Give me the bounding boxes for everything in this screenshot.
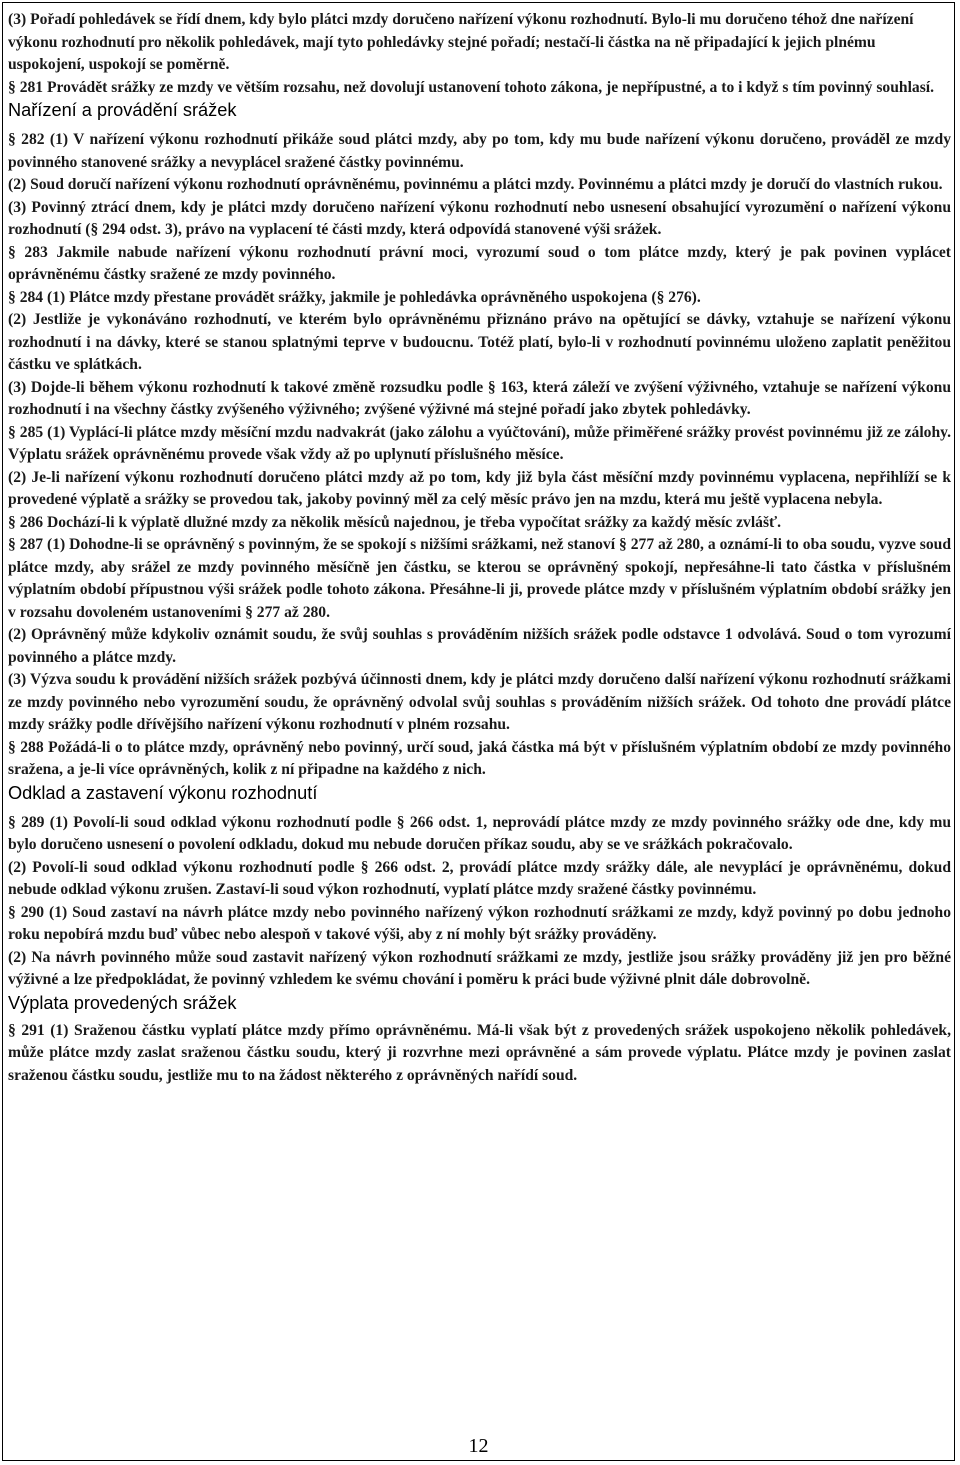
paragraph: § 286 Dochází-li k výplatě dlužné mzdy za několik měsíců najednou, je třeba vypočítat srážky za každý měsíc zvlášť. — [8, 513, 782, 531]
section-heading: Odklad a zastavení výkonu rozhodnutí — [8, 782, 318, 803]
paragraph: (3) Dojde-li během výkonu rozhodnutí k takové změně rozsudku podle § 163, která záleží ve zvýšení výživného, vztahuje se nařízení výkonu rozhodnutí i na všechny částky zvýšeného výživného; zvýšené výživné má stejné pořadí jako zbytek pohledávky. — [8, 378, 951, 418]
paragraph: § 291 (1) Sraženou částku vyplatí plátce mzdy přímo oprávněnému. Má-li však být z provedených srážek uspokojeno několik pohledávek, může plátce mzdy zaslat sraženou částku soudu, který ji rozvrhne mezi oprávněné a sám provede výplatu. Plátce mzdy je povinen zaslat sraženou částku soudu, jestliže mu to na žádost některého z oprávněných nařídí soud. — [8, 1021, 951, 1084]
paragraph: § 288 Požádá-li o to plátce mzdy, oprávněný nebo povinný, určí soud, jaká částka má být v příslušném výplatním období ze mzdy povinného sražena, a je-li více oprávněných, kolik z ní připadne na každého z nich. — [8, 738, 951, 778]
paragraph: § 289 (1) Povolí-li soud odklad výkonu rozhodnutí podle § 266 odst. 1, neprovádí plátce mzdy ze mzdy povinného srážky ode dne, kdy mu bylo doručeno usnesení o povolení odkladu, dokud mu nebude doručen příkaz soudu, aby se ve srážkách pokračovalo. — [8, 813, 951, 853]
paragraph: (2) Oprávněný může kdykoliv oznámit soudu, že svůj souhlas s prováděním nižších srážek podle odstavce 1 odvolává. Soud o tom vyrozumí povinného a plátce mzdy. — [8, 626, 951, 666]
paragraph: (3) Pořadí pohledávek se řídí dnem, kdy bylo plátci mzdy doručeno nařízení výkonu rozhodnutí. Bylo-li mu doručeno téhož dne nařízení výkonu rozhodnutí pro několik pohledávek, mají tyto pohledávky stejné pořadí; nestačí-li částka na ně připadající k jejich plnému uspokojení, uspokojí se poměrně. — [8, 11, 914, 73]
paragraph: § 287 (1) Dohodne-li se oprávněný s povinným, že se spokojí s nižšími srážkami, než stanoví § 277 až 280, a oznámí-li to oba soudu, vyzve soud plátce mzdy, aby srážel ze mzdy povinného měsíčně jen částku, se kterou se oprávněný spokojí, nepřesáhne-li tato částka v příslušném výplatním období přípustnou výši srážek podle tohoto zákona. Přesáhne-li ji, provede plátce mzdy v příslušném výplatním období srážky jen v rozsahu dovoleném ustanoveními § 277 až 280. — [8, 536, 951, 621]
paragraph: § 282 (1) V nařízení výkonu rozhodnutí přikáže soud plátci mzdy, aby po tom, kdy mu bude nařízení výkonu doručeno, prováděl ze mzdy povinného stanovené srážky a nevyplácel sražené částky povinnému. — [8, 131, 951, 171]
paragraph: (2) Jestliže je vykonáváno rozhodnutí, ve kterém bylo oprávněnému přiznáno právo na opětující se dávky, vztahuje se nařízení výkonu rozhodnutí i na dávky, které se stanou splatnými teprve v budoucnu. Totéž platí, bylo-li v rozhodnutí povinnému uloženo zaplatit peněžitou částku ve splátkách. — [8, 311, 951, 373]
document-body — [8, 9, 951, 1087]
paragraph: § 281 Provádět srážky ze mzdy ve větším rozsahu, než dovolují ustanovení tohoto zákona, je nepřípustné, a to i když s tím povinný souhlasí. — [8, 78, 934, 96]
page-number: 12 — [468, 1435, 489, 1457]
paragraph: § 290 (1) Soud zastaví na návrh plátce mzdy nebo povinného nařízený výkon rozhodnutí srážkami ze mzdy, když povinný po dobu jednoho roku nepobírá mzdu buď vůbec nebo alespoň v takové výši, aby z ní mohly být srážky prováděny. — [8, 903, 951, 943]
section-heading: Nařízení a provádění srážek — [8, 100, 237, 120]
paragraph: (2) Je-li nařízení výkonu rozhodnutí doručeno plátci mzdy až po tom, kdy již byla část měsíční mzdy povinnému vyplacena, nepřihlíží se k provedené výplatě a srážky se provedou tak, jakoby povinný měl za celý měsíc právo jen na mzdu, která mu ještě vyplacena nebyla. — [8, 468, 951, 508]
document-page — [2, 2, 955, 1461]
paragraph: (2) Na návrh povinného může soud zastavit nařízený výkon rozhodnutí srážkami ze mzdy, jestliže jsou srážky prováděny již jen pro běžné výživné a lze předpokládat, že povinný vzhledem ke svému chování i poměru k práci bude výživné plnit dále dobrovolně. — [8, 948, 951, 988]
paragraph: § 284 (1) Plátce mzdy přestane provádět srážky, jakmile je pohledávka oprávněného uspokojena (§ 276). — [8, 288, 701, 306]
paragraph: § 283 Jakmile nabude nařízení výkonu rozhodnutí právní moci, vyrozumí soud o tom plátce mzdy, který je pak povinen vyplácet oprávněnému částky sražené ze mzdy povinného. — [8, 243, 951, 283]
paragraph: (2) Povolí-li soud odklad výkonu rozhodnutí podle § 266 odst. 2, provádí plátce mzdy srážky dále, ale nevyplácí je oprávněnému, dokud nebude odklad výkonu zrušen. Zastaví-li soud výkon rozhodnutí, vyplatí plátce mzdy sražené částky povinnému. — [8, 858, 951, 898]
paragraph: § 285 (1) Vyplácí-li plátce mzdy měsíční mzdu nadvakrát (jako zálohu a vyúčtování), může přiměřené srážky provést povinnému již ze zálohy. Výplatu srážek oprávněnému provede však vždy až po uplynutí příslušného měsíce. — [8, 423, 951, 463]
paragraph: (3) Povinný ztrácí dnem, kdy je plátci mzdy doručeno nařízení výkonu rozhodnutí nebo usnesení obsahující vyrozumění o nařízení výkonu rozhodnutí (§ 294 odst. 3), právo na vyplacení té části mzdy, která odpovídá stanovené výši srážek. — [8, 198, 951, 238]
section-heading: Výplata provedených srážek — [8, 992, 237, 1013]
paragraph: (2) Soud doručí nařízení výkonu rozhodnutí oprávněnému, povinnému a plátci mzdy. Povinnému a plátci mzdy je doručí do vlastních rukou. — [8, 176, 943, 193]
paragraph: (3) Výzva soudu k provádění nižších srážek pozbývá účinnosti dnem, kdy je plátci mzdy doručeno další nařízení výkonu rozhodnutí srážkami ze mzdy povinného nebo vyrozumění soudu, že oprávněný odvolal svůj souhlas s prováděním nižších srážek. Od tohoto dne provádí plátce mzdy srážky podle dřívějšího nařízení výkonu rozhodnutí v plném rozsahu. — [8, 671, 951, 733]
